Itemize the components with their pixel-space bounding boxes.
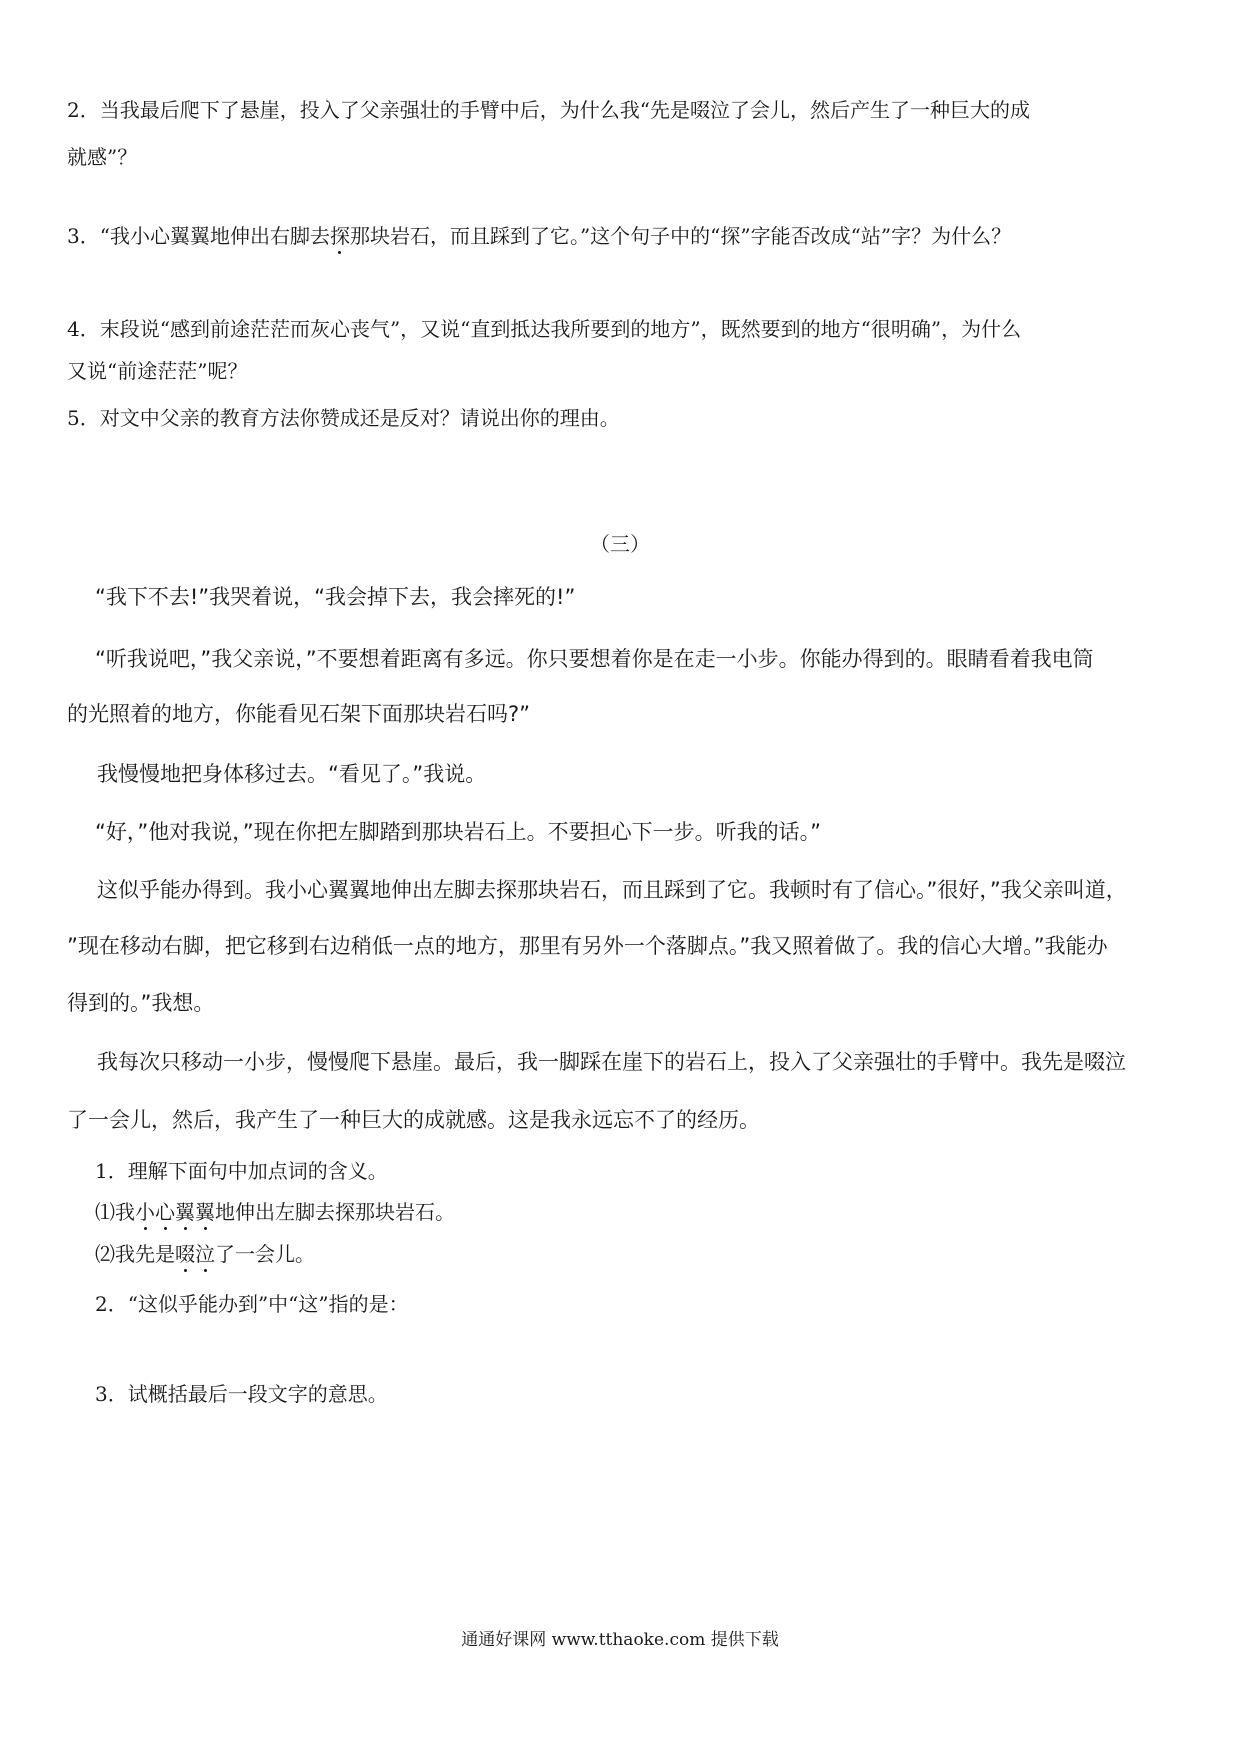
question-2-line-1: 2．当我最后爬下了悬崖，投入了父亲强壮的手臂中后，为什么我“先是啜泣了会儿，然后产生了一种巨大的成 — [67, 98, 1030, 122]
emphasis-char: 泣 — [195, 1242, 215, 1266]
question-2: 2．“这似乎能办到”中“这”指的是： — [95, 1292, 409, 1316]
question-5: 5．对文中父亲的教育方法你赞成还是反对？请说出你的理由。 — [67, 406, 620, 430]
emphasis-char: 翼 — [175, 1200, 195, 1224]
question-1: 1．理解下面句中加点词的含义。 — [95, 1159, 388, 1183]
question-1a-post: 地伸出左脚去探那块岩石。 — [215, 1200, 455, 1224]
question-3-post: 那块岩石，而且踩到了它。”这个句子中的“探”字能否改成“站”字？为什么？ — [349, 224, 1012, 248]
question-1b-pre: ⑵我先是 — [95, 1242, 175, 1266]
passage-paragraph-2-line-1: “听我说吧，”我父亲说，”不要想着距离有多远。你只要想着你是在走一小步。你能办得到的。眼睛看着我电筒 — [95, 647, 1094, 671]
passage-paragraph-6-line-1: 我每次只移动一小步，慢慢爬下悬崖。最后，我一脚踩在崖下的岩石上，投入了父亲强壮的手臂中。我先是啜泣 — [97, 1050, 1126, 1074]
passage-paragraph-1: “我下不去!”我哭着说，“我会掉下去，我会摔死的!” — [95, 585, 576, 609]
question-1b-post: 了一会儿。 — [215, 1242, 315, 1266]
passage-paragraph-2-line-2: 的光照着的地方，你能看见石架下面那块岩石吗?” — [67, 702, 531, 726]
question-1b — [95, 1240, 315, 1268]
question-3 — [67, 222, 1011, 250]
question-4-line-1: 4．末段说“感到前途茫茫而灰心丧气”，又说“直到抵达我所要到的地方”，既然要到的地方“很明确”，为什么 — [67, 317, 1022, 341]
emphasis-char: 心 — [155, 1200, 175, 1224]
emphasis-char: 翼 — [195, 1200, 215, 1224]
passage-paragraph-6-line-2: 了一会儿，然后，我产生了一种巨大的成就感。这是我永远忘不了的经历。 — [67, 1108, 760, 1132]
passage-paragraph-5-line-2: ”现在移动右脚，把它移到右边稍低一点的地方，那里有另外一个落脚点。”我又照着做了。我的信心大增。”我能办 — [67, 934, 1108, 958]
question-3-pre: 3．“我小心翼翼地伸出右脚去 — [67, 224, 330, 248]
passage-paragraph-3: 我慢慢地把身体移过去。“看见了。”我说。 — [97, 762, 487, 786]
emphasis-char: 探 — [329, 224, 350, 248]
emphasis-char: 啜 — [175, 1242, 195, 1266]
page-footer: 通通好课网 www.tthaoke.com 提供下载 — [461, 1630, 779, 1650]
question-2-line-2: 就感”？ — [67, 145, 138, 169]
question-4-line-2: 又说“前途茫茫”呢？ — [67, 359, 248, 383]
question-1a-pre: ⑴我 — [95, 1200, 135, 1224]
section-title: （三） — [590, 532, 650, 556]
passage-paragraph-4: “好，”他对我说，”现在你把左脚踏到那块岩石上。不要担心下一步。听我的话。” — [95, 820, 822, 844]
passage-paragraph-5-line-1: 这似乎能办得到。我小心翼翼地伸出左脚去探那块岩石，而且踩到了它。我顿时有了信心。”很好，”我父亲叫道， — [97, 878, 1127, 902]
question-3-summary: 3．试概括最后一段文字的意思。 — [95, 1382, 388, 1406]
emphasis-char: 小 — [135, 1200, 155, 1224]
passage-paragraph-5-line-3: 得到的。”我想。 — [67, 991, 215, 1015]
question-1a — [95, 1198, 455, 1226]
